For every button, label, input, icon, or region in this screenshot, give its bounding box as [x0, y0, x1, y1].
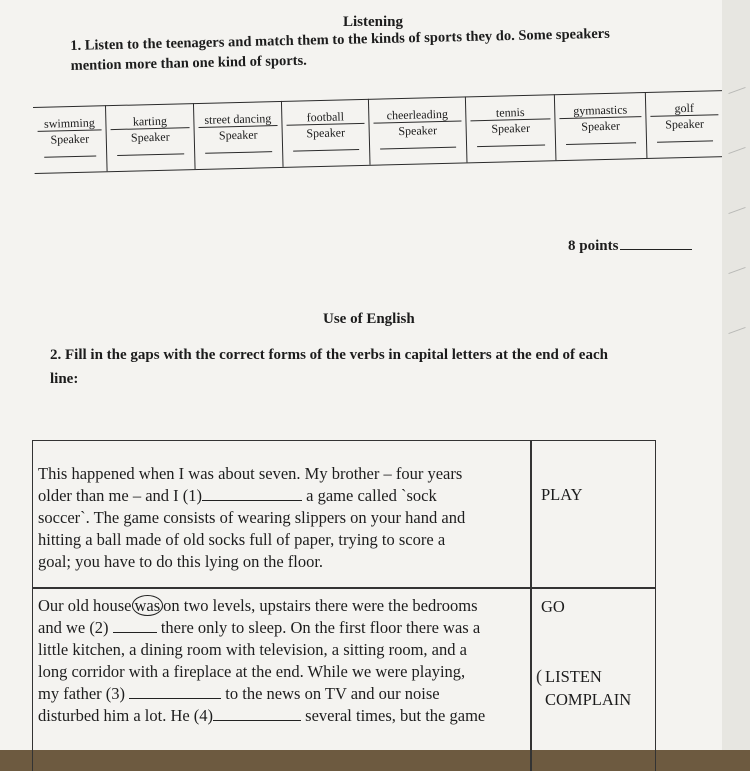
sheet-line — [728, 87, 745, 94]
answer-blank[interactable] — [117, 153, 184, 156]
para2-line-5 — [38, 683, 533, 705]
paragraph-2 — [38, 595, 533, 727]
sport-name: tennis — [470, 104, 550, 121]
speaker-label: Speaker — [665, 116, 705, 132]
listening-points — [568, 238, 692, 255]
para1-line-2 — [38, 485, 533, 507]
speaker-label: Speaker — [491, 120, 531, 136]
para2-line-6 — [38, 705, 533, 727]
sport-cell-cheerleading — [369, 96, 468, 164]
paragraph-1 — [38, 463, 533, 573]
sport-cell-tennis — [466, 94, 557, 162]
para1-line-2-end: a game called `sock — [306, 486, 437, 505]
para1-line-2-start: older than me – and I (1) — [38, 486, 203, 505]
para1-line-5: goal; you have to do this lying on the floor. — [38, 552, 324, 571]
answer-blank[interactable] — [293, 149, 359, 152]
circled-word: was — [132, 595, 164, 616]
sport-cell-street-dancing — [194, 101, 284, 169]
sport-name: golf — [650, 100, 718, 117]
use-of-english-task-line-1: 2. Fill in the gaps with the correct forms of the verbs in capital letters at the end of each — [50, 347, 608, 363]
para2-line-2 — [38, 617, 533, 639]
points-blank[interactable] — [620, 249, 692, 250]
sport-cell-football — [282, 99, 371, 167]
gap-1-input[interactable] — [202, 486, 302, 501]
para2-line-5-end: to the news on TV and our noise — [225, 684, 440, 703]
sport-cell-golf — [646, 90, 724, 158]
para2-line-6-start: disturbed him a lot. He (4) — [38, 706, 214, 725]
speaker-label: Speaker — [218, 127, 258, 143]
answer-blank[interactable] — [44, 155, 96, 157]
answer-blank[interactable] — [657, 140, 713, 142]
answer-blank[interactable] — [205, 151, 272, 154]
para2-line-6-end: several times, but the game — [305, 706, 486, 725]
use-of-english-task-instructions — [50, 343, 608, 391]
sport-cell-karting — [106, 103, 196, 171]
speaker-label: Speaker — [398, 123, 438, 139]
para2-line-3: little kitchen, a dining room with television, a sitting room, and a — [38, 640, 467, 659]
para2-line-2-end: there only to sleep. On the first floor there was a — [160, 618, 481, 637]
sheet-line — [728, 267, 745, 274]
gap-3-input[interactable] — [129, 684, 221, 699]
sheet-line — [728, 327, 745, 334]
sport-name: cheerleading — [373, 107, 461, 124]
answer-blank[interactable] — [566, 142, 636, 145]
speaker-label: Speaker — [50, 131, 90, 147]
gap-2-input[interactable] — [113, 618, 157, 633]
answer-blank[interactable] — [380, 147, 456, 150]
sport-name: swimming — [37, 115, 101, 132]
speaker-label: Speaker — [130, 129, 170, 145]
keyword-play: PLAY — [541, 485, 583, 504]
sport-name: gymnastics — [559, 102, 641, 119]
para1-line-1: This happened when I was about seven. My brother – four years — [38, 464, 463, 483]
keyword-listen: LISTEN — [545, 667, 602, 686]
sport-name: street dancing — [198, 111, 277, 128]
use-of-english-task-line-2: line: — [50, 371, 79, 387]
sport-name: football — [286, 109, 364, 126]
para2-line-1 — [38, 595, 533, 617]
listening-task-line-2: mention more than one kind of sports. — [70, 52, 307, 74]
keyword-complain: COMPLAIN — [545, 690, 632, 709]
sport-cell-gymnastics — [555, 92, 648, 160]
listening-title: Listening — [343, 14, 404, 30]
listening-task-line-1: 1. Listen to the teenagers and match them to the kinds of sports they do. Some speakers — [70, 25, 610, 54]
points-label: 8 points — [568, 238, 619, 254]
para2-line-1-start: Our old house — [38, 596, 132, 615]
para2-line-1-end: on two levels, upstairs there were the bedrooms — [163, 596, 478, 615]
speaker-label: Speaker — [306, 125, 346, 141]
gap-fill-table — [32, 440, 656, 771]
speaker-label: Speaker — [581, 118, 621, 134]
sport-cell-swimming — [33, 105, 108, 173]
para2-line-2-start: and we (2) — [38, 618, 109, 637]
answer-blank[interactable] — [477, 145, 545, 148]
sheet-line — [728, 147, 745, 154]
sheet-line — [728, 207, 745, 214]
sport-name: karting — [110, 113, 189, 130]
para2-line-4: long corridor with a fireplace at the end. While we were playing, — [38, 662, 466, 681]
sports-matching-table — [33, 90, 724, 173]
use-of-english-title: Use of English — [323, 311, 415, 327]
para1-line-3: soccer`. The game consists of wearing slippers on your hand and — [38, 508, 466, 527]
keyword-go: GO — [541, 597, 565, 616]
gap-4-input[interactable] — [213, 706, 301, 721]
listening-task-instructions — [70, 24, 610, 76]
row-divider — [33, 587, 655, 589]
hand-drawn-bracket: ( — [536, 666, 542, 686]
para2-line-5-start: my father (3) — [38, 684, 126, 703]
underlying-sheet — [722, 0, 750, 750]
para1-line-4: hitting a ball made of old socks full of paper, trying to score a — [38, 530, 446, 549]
